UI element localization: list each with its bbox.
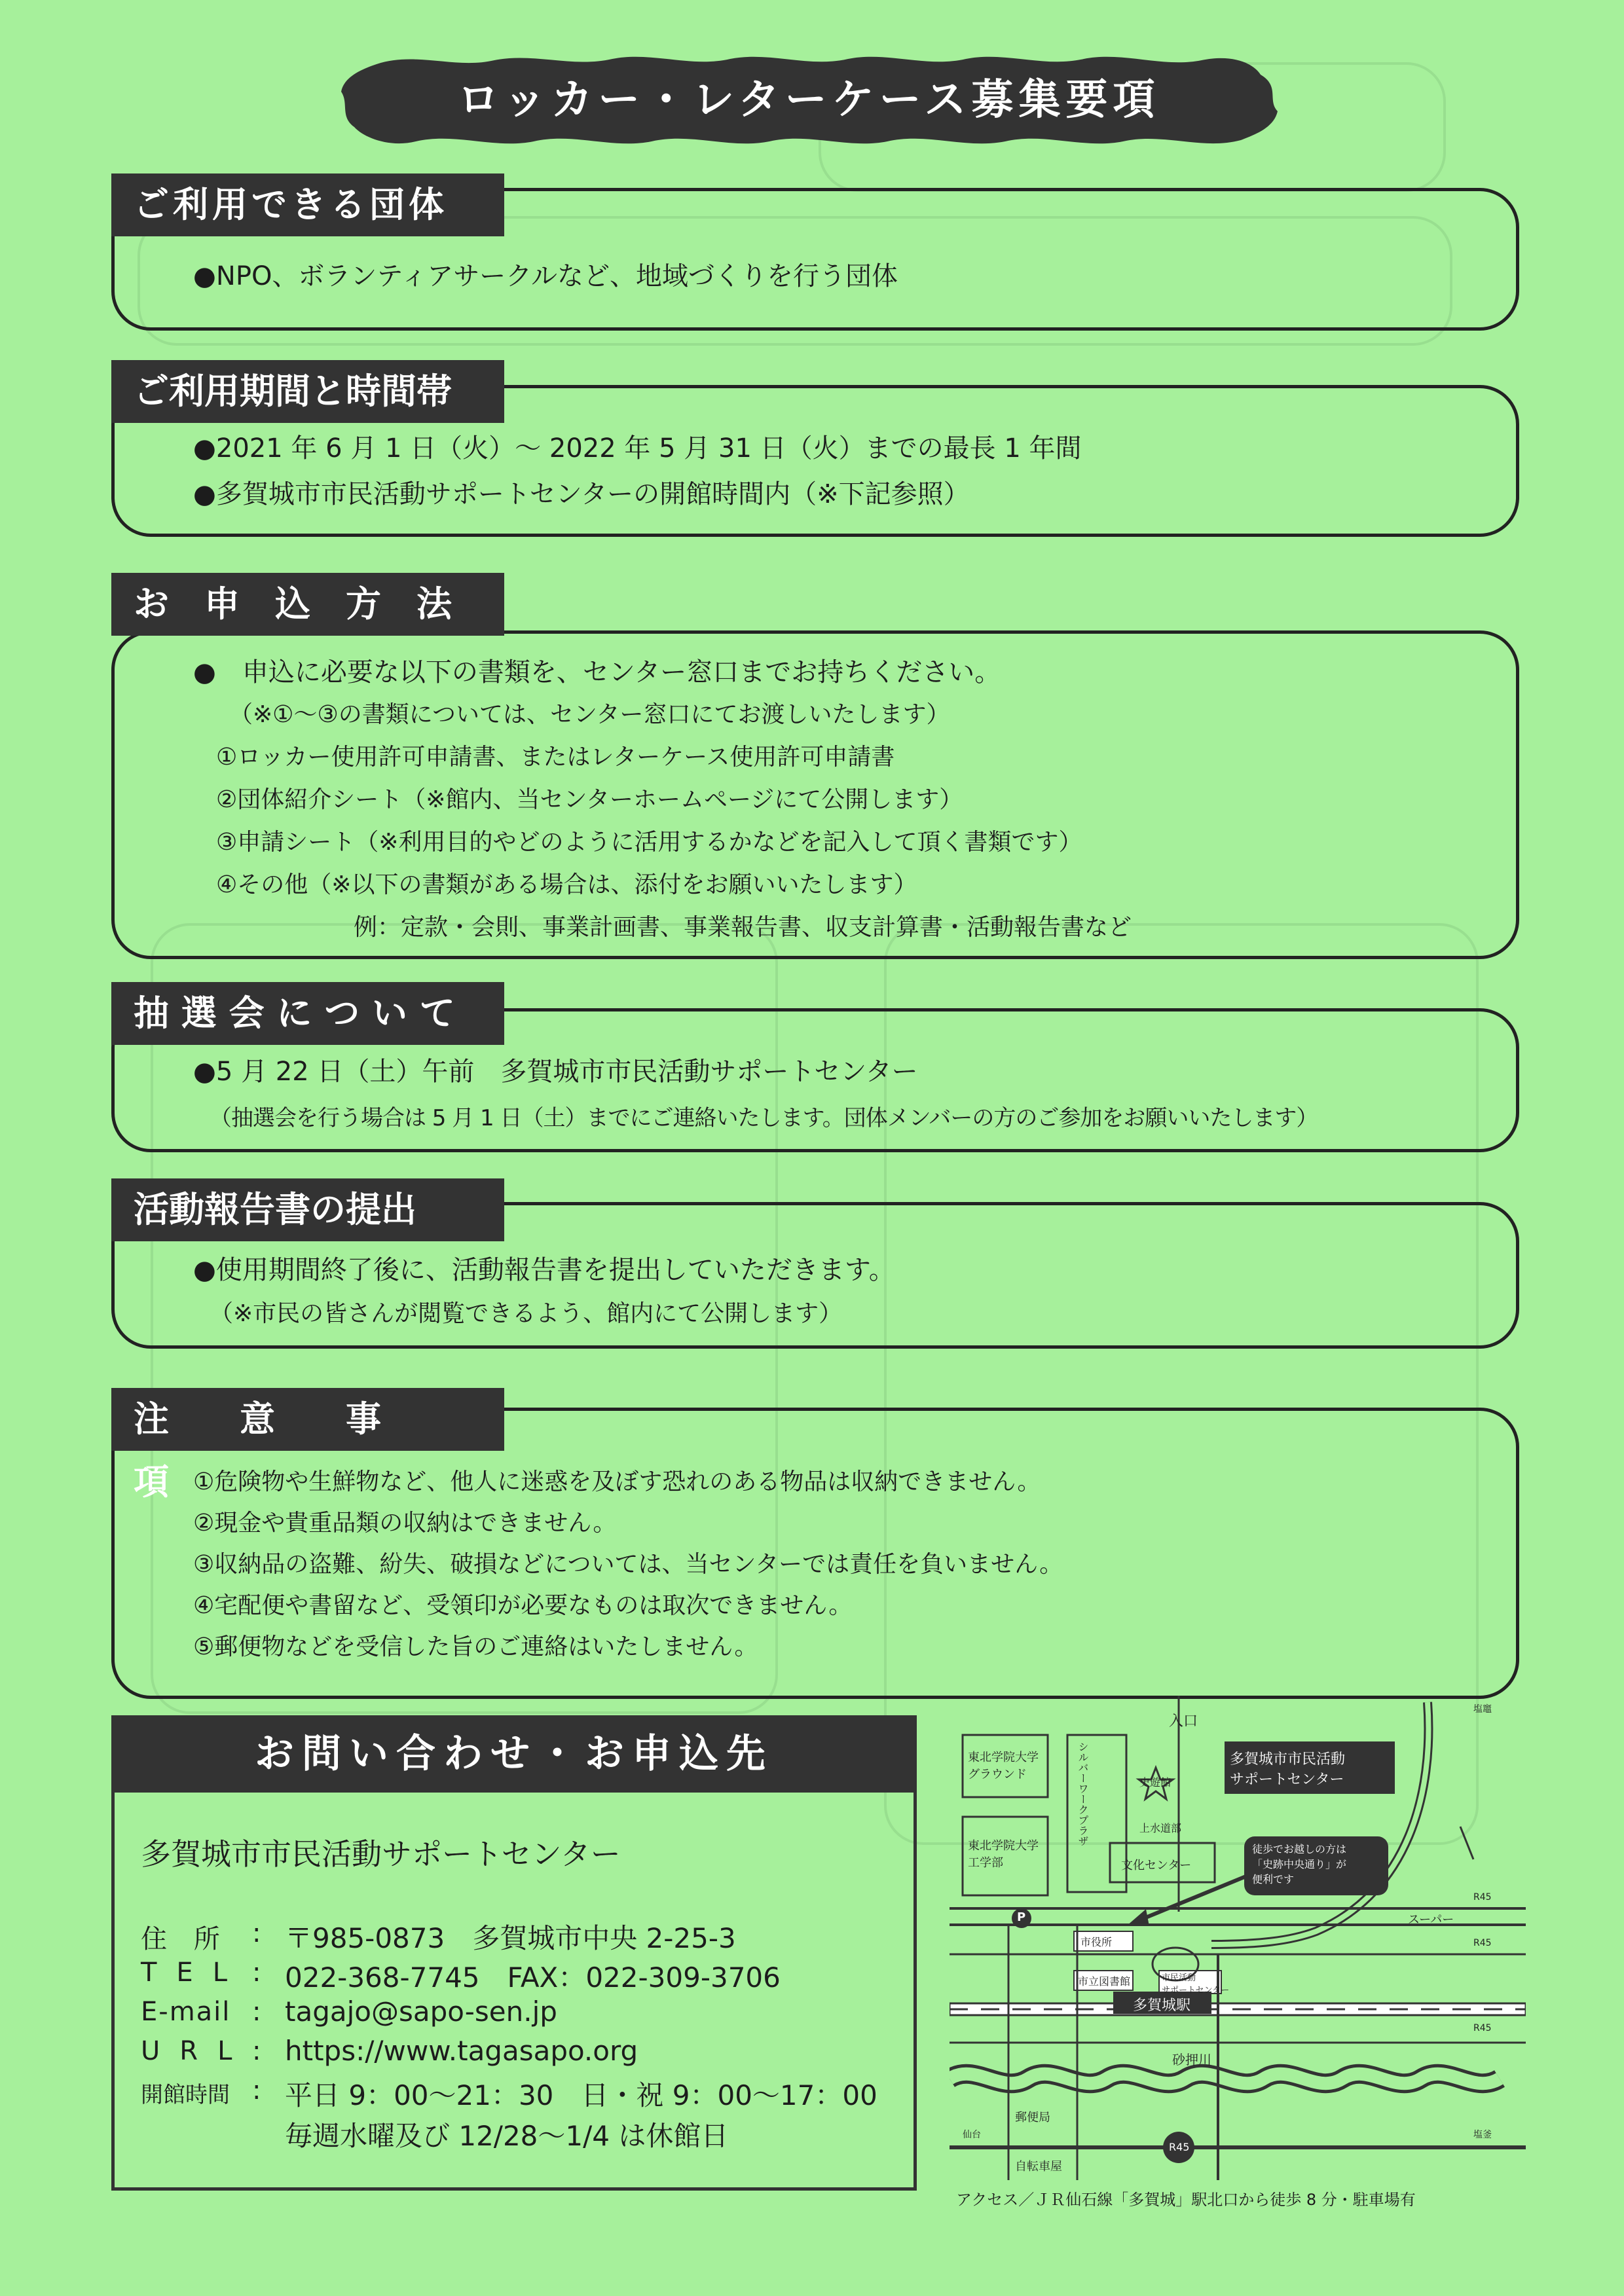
section-line: ●5 月 22 日（土）午前 多賀城市市民活動サポートセンター: [193, 1057, 918, 1087]
section-line: ③申請シート（※利用目的やどのように活用するかなどを記入して頂く書類です）: [216, 829, 1082, 856]
contact-heading: お問い合わせ・お申込先: [111, 1715, 917, 1793]
contact-box: [111, 1715, 917, 2191]
section-line: （抽選会を行う場合は 5 月 1 日（土）までにご連絡いたします。団体メンバーの方のご参加をお願いいたします）: [210, 1105, 1318, 1131]
colon: :: [252, 1918, 261, 1948]
contact-org: 多賀城市市民活動サポートセンター: [141, 1836, 621, 1872]
section-report: [111, 1178, 1519, 1349]
colon: :: [252, 1997, 261, 2027]
map-label-shop: 自転車屋: [1015, 2160, 1062, 2174]
map-label-univ-eng: 東北学院大学 工学部: [968, 1839, 1039, 1870]
contact-email[interactable]: tagajo@sapo-sen.jp: [285, 1995, 557, 2028]
section-line: ②団体紹介シート（※館内、当センターホームページにて公開します）: [216, 786, 963, 813]
map-label-post: 郵便局: [1015, 2111, 1050, 2124]
colon: :: [252, 1958, 261, 1988]
email-label: E-mail: [141, 1997, 231, 2027]
map-label-sendai: 仙台: [963, 2130, 981, 2140]
map-label-shiogama: 塩釜: [1473, 2130, 1492, 2140]
walk-arrow-head: [1126, 1909, 1149, 1926]
map-label-water: 上水道部: [1139, 1822, 1182, 1834]
map-label-shiogama-top: 塩竈: [1473, 1704, 1492, 1715]
section-heading: ご利用できる団体: [111, 173, 504, 236]
section-notes: [111, 1388, 1519, 1699]
address-label: 住 所: [141, 1924, 229, 1954]
section-line: ①危険物や生鮮物など、他人に迷惑を及ぼす恐れのある物品は収納できません。: [193, 1468, 1041, 1495]
map-label-r45: R45: [1169, 2141, 1190, 2153]
map-label-univ-ground: 東北学院大学 グラウンド: [968, 1751, 1039, 1781]
colon: :: [252, 2075, 261, 2105]
contact-body: [111, 1793, 917, 2191]
section-line: ①ロッカー使用許可申請書、またはレターケース使用許可申請書: [216, 744, 895, 771]
colon: :: [252, 2036, 261, 2066]
title-banner: [337, 51, 1280, 149]
section-lottery: [111, 982, 1519, 1152]
tel-label: TEL: [141, 1958, 247, 1988]
map-label-cityhall: 市役所: [1080, 1936, 1113, 1948]
contact-url[interactable]: https://www.tagasapo.org: [285, 2035, 638, 2067]
section-line: 例：定款・会則、事業計画書、事業報告書、収支計算書・活動報告書など: [354, 914, 1132, 941]
map-label-shiryokan: 史遊館: [1139, 1776, 1172, 1789]
map-caption: アクセス／ＪＲ仙石線「多賀城」駅北口から徒歩 8 分・駐車場有: [956, 2191, 1416, 2209]
section-groups: [111, 173, 1519, 331]
map-label-bunka: 文化センター: [1121, 1859, 1192, 1872]
map-label-library: 市立図書館: [1078, 1975, 1131, 1988]
url-label: URL: [141, 2036, 252, 2066]
map-label-super: スーパー: [1408, 1913, 1454, 1927]
map-label-parking: P: [1017, 1910, 1026, 1924]
section-line: ④その他（※以下の書類がある場合は、添付をお願いいたします）: [216, 871, 917, 898]
map-label-entrance: 入口: [1169, 1713, 1198, 1730]
map-label-walk-note: 徒歩でお越しの方は 「史跡中央通り」が 便利です: [1252, 1843, 1347, 1886]
section-line: ⑤郵便物などを受信した旨のご連絡はいたしません。: [193, 1633, 758, 1660]
section-line: ●2021 年 6 月 1 日（火）～ 2022 年 5 月 31 日（火）までの最長 1 年間: [193, 433, 1082, 464]
section-heading: 注 意 事 項: [111, 1388, 504, 1451]
contact-address: 〒985-0873 多賀城市中央 2-25-3: [285, 1922, 736, 1954]
section-heading: ご利用期間と時間帯: [111, 360, 504, 423]
section-line: ●NPO、ボランティアサークルなど、地域づくりを行う団体: [193, 261, 898, 291]
section-period: [111, 360, 1519, 537]
section-line: （※①～③の書類については、センター窓口にてお渡しいたします）: [229, 701, 950, 728]
contact-hours: 平日 9：00～21：30 日・祝 9：00～17：00: [285, 2079, 877, 2111]
map-label-station: 多賀城駅: [1133, 1997, 1191, 2014]
section-line: ● 申込に必要な以下の書類を、センター窓口までお持ちください。: [193, 657, 1001, 687]
section-line: ③収納品の盗難、紛失、破損などについては、当センターでは責任を負いません。: [193, 1551, 1063, 1578]
contact-tel: 022-368-7745 FAX：022-309-3706: [285, 1961, 781, 1994]
map-label-sapo2: 市民活動 サポートセンター: [1162, 1973, 1230, 1995]
contact-closed: 毎週水曜及び 12/28～1/4 は休館日: [285, 2120, 729, 2152]
map-label-center: 多賀城市市民活動 サポートセンター: [1230, 1751, 1346, 1788]
river: [950, 2074, 1500, 2083]
map-label-r45: R45: [1473, 1892, 1492, 1903]
map-label-r45: R45: [1473, 2023, 1492, 2033]
map-label-river: 砂押川: [1172, 2052, 1211, 2068]
north-arrow-icon: [1460, 1827, 1473, 1859]
section-line: （※市民の皆さんが閲覧できるよう、館内にて公開します）: [210, 1300, 843, 1327]
section-line: ●多賀城市市民活動サポートセンターの開館時間内（※下記参照）: [193, 479, 970, 509]
section-line: ④宅配便や書留など、受領印が必要なものは取次できません。: [193, 1592, 853, 1619]
section-line: ●使用期間終了後に、活動報告書を提出していただきます。: [193, 1255, 895, 1285]
section-heading: お 申 込 方 法: [111, 573, 504, 636]
section-heading: 活動報告書の提出: [111, 1178, 504, 1241]
access-map: [950, 1696, 1526, 2180]
hours-label: 開館時間: [141, 2082, 230, 2108]
section-apply: [111, 573, 1519, 959]
page-title: ロッカー・レターケース募集要項: [457, 76, 1160, 124]
map-label-plaza: シルバーワークプラザ: [1077, 1741, 1089, 1846]
section-heading: 抽 選 会 に つ い て: [111, 982, 504, 1045]
map-label-r45: R45: [1473, 1938, 1492, 1948]
section-line: ②現金や貴重品類の収納はできません。: [193, 1510, 617, 1537]
